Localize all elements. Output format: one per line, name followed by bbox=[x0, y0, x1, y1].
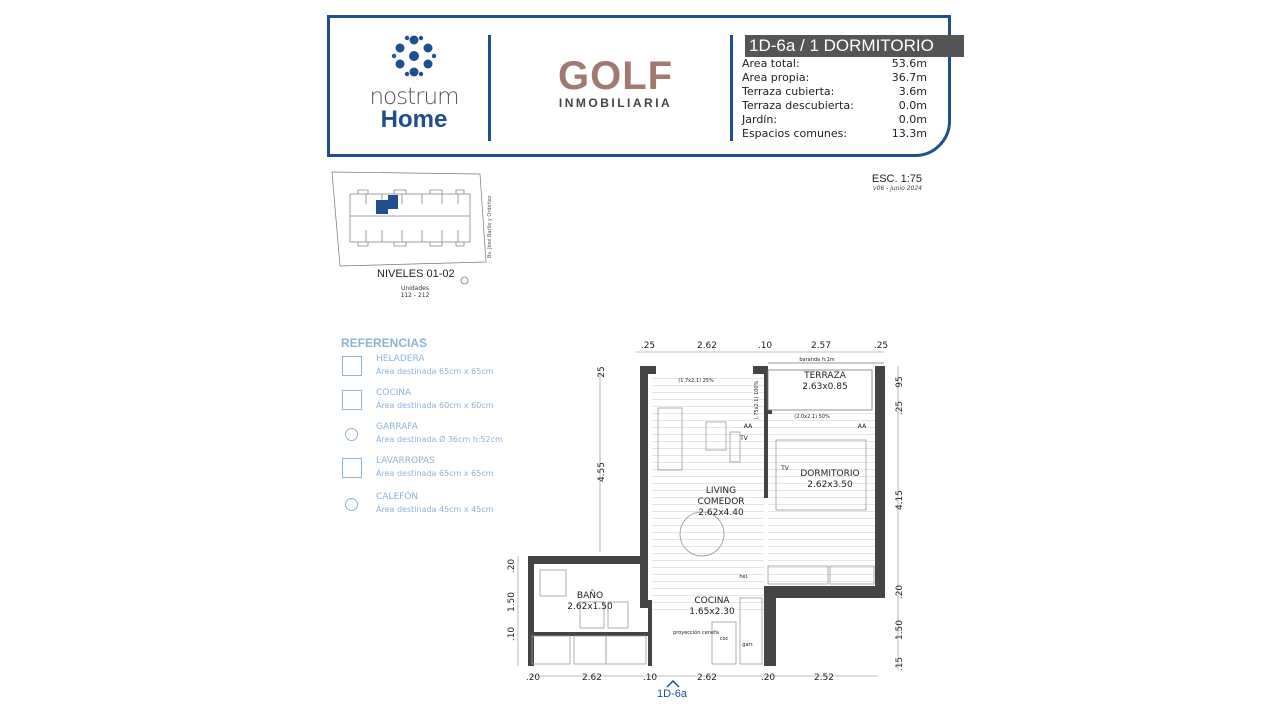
dimension-label: 25 bbox=[597, 366, 607, 378]
area-value: 0.0m bbox=[898, 99, 927, 112]
ref-cocina bbox=[341, 388, 521, 414]
ref-name: GARRAFA bbox=[376, 422, 418, 432]
room-name: DORMITORIO bbox=[800, 469, 860, 479]
area-row bbox=[742, 85, 927, 99]
header-frame bbox=[327, 15, 951, 157]
ref-calefon bbox=[341, 492, 521, 518]
golf-wordmark: GOLF bbox=[558, 54, 674, 98]
dimension-label: 95 bbox=[895, 376, 905, 388]
area-row bbox=[742, 99, 927, 113]
note-label: garr. bbox=[742, 642, 754, 648]
key-plan bbox=[330, 170, 500, 270]
dimension-label: .20 bbox=[760, 673, 776, 683]
area-value: 53.6m bbox=[891, 57, 927, 70]
references-legend bbox=[341, 336, 503, 514]
dimension-label: .15 bbox=[895, 656, 905, 672]
area-label: Espacios comunes: bbox=[742, 127, 848, 140]
area-value: 0.0m bbox=[898, 113, 927, 126]
unit-highlight bbox=[376, 200, 388, 214]
floor-plan bbox=[500, 330, 920, 690]
references-title: REFERENCIAS bbox=[341, 336, 428, 350]
note-label: AA bbox=[857, 423, 867, 430]
note-label: TV bbox=[740, 435, 748, 442]
ref-desc: Área destinada 45cm x 45cm bbox=[376, 505, 494, 514]
note-label: TV bbox=[781, 465, 789, 472]
inmobiliaria-wordmark: INMOBILIARIA bbox=[558, 96, 673, 110]
scale-label: ESC. 1:75 bbox=[871, 173, 922, 185]
note-label: (1.7x2.1) 25% bbox=[678, 378, 714, 384]
dimension-label: 4.15 bbox=[895, 489, 905, 511]
area-row bbox=[742, 57, 927, 71]
chevron-up-icon bbox=[666, 680, 680, 688]
home-wordmark: Home bbox=[380, 106, 448, 133]
room-name: COMEDOR bbox=[697, 497, 745, 507]
area-row bbox=[742, 127, 927, 141]
ref-desc: Área destinada 65cm x 65cm bbox=[376, 367, 494, 376]
room-name: LIVING bbox=[705, 486, 737, 496]
note-label: proyección cenefa bbox=[673, 630, 719, 636]
ref-name: COCINA bbox=[376, 388, 412, 398]
ref-lavarropas bbox=[341, 456, 521, 482]
area-label: Area total: bbox=[742, 57, 800, 70]
dimension-label: .25 bbox=[895, 400, 905, 416]
garrafa-icon bbox=[345, 428, 358, 441]
areas-table bbox=[742, 57, 927, 141]
dimension-label: 1.50 bbox=[895, 619, 905, 641]
dimension-label: 2.62 bbox=[696, 341, 718, 351]
dimension-label: .25 bbox=[873, 341, 889, 351]
ref-heladera bbox=[341, 354, 521, 380]
ref-desc: Área destinada 65cm x 65cm bbox=[376, 469, 494, 478]
niveles-label: NIVELES 01-02 bbox=[377, 268, 455, 280]
area-value: 13.3m bbox=[891, 127, 927, 140]
heladera-icon bbox=[342, 356, 362, 376]
cocina-icon bbox=[342, 390, 362, 410]
nostrum-wordmark: nostrum bbox=[369, 84, 459, 110]
unit-code-label: 1D-6a bbox=[657, 688, 687, 700]
unidades-label: Unidades bbox=[401, 285, 429, 292]
nostrum-home-logo bbox=[360, 34, 468, 134]
dimension-label: 4.55 bbox=[597, 461, 607, 483]
unidades-range: 112 - 212 bbox=[400, 292, 430, 299]
dimension-label: .20 bbox=[525, 673, 541, 683]
dimension-label: .20 bbox=[507, 558, 517, 574]
area-label: Area propia: bbox=[742, 71, 810, 84]
room-size: 1.65x2.30 bbox=[689, 607, 735, 617]
dimension-label: 2.57 bbox=[810, 341, 832, 351]
north-icon bbox=[460, 276, 469, 285]
area-label: Terraza descubierta: bbox=[742, 99, 854, 112]
dimension-label: .20 bbox=[895, 584, 905, 600]
unit-title: 1D-6a / 1 DORMITORIO bbox=[745, 35, 964, 57]
ref-name: CALEFÓN bbox=[376, 492, 419, 502]
room-size: 2.62x4.40 bbox=[698, 508, 744, 518]
area-row bbox=[742, 113, 927, 127]
area-value: 3.6m bbox=[898, 85, 927, 98]
room-size: 2.62x1.50 bbox=[567, 602, 613, 612]
calefon-icon bbox=[345, 498, 358, 511]
version-label: v06 - junio 2024 bbox=[873, 185, 922, 192]
area-label: Terraza cubierta: bbox=[742, 85, 835, 98]
note-label: (2.0x2.1) 50% bbox=[794, 414, 830, 420]
note-label: AA bbox=[743, 423, 753, 430]
ref-desc: Área destinada 60cm x 60cm bbox=[376, 401, 494, 410]
divider bbox=[488, 35, 491, 141]
ref-name: HELADERA bbox=[376, 354, 425, 364]
note-label: (.75x2.1) 100% bbox=[754, 380, 760, 420]
note-label: hel. bbox=[739, 574, 749, 580]
golf-logo bbox=[558, 54, 674, 110]
dimension-label: .25 bbox=[640, 341, 656, 351]
room-name: BAÑO bbox=[576, 591, 604, 601]
unidades-block bbox=[380, 285, 450, 299]
street-label: Bv. José Batlle y Ordóñez bbox=[487, 195, 493, 258]
area-value: 36.7m bbox=[891, 71, 927, 84]
note-label: coc bbox=[719, 636, 729, 642]
area-row bbox=[742, 71, 927, 85]
dimension-label: .10 bbox=[507, 626, 517, 642]
room-name: TERRAZA bbox=[804, 371, 846, 381]
room-size: 2.63x0.85 bbox=[802, 382, 848, 392]
ref-desc: Área destinada Ø 36cm h:52cm bbox=[376, 435, 503, 444]
ref-garrafa bbox=[341, 422, 521, 448]
scale-block bbox=[860, 173, 922, 192]
ref-name: LAVARROPAS bbox=[376, 456, 435, 466]
room-name: COCINA bbox=[694, 596, 730, 606]
area-label: Jardín: bbox=[742, 113, 778, 126]
lavarropas-icon bbox=[342, 458, 362, 478]
dimension-label: .10 bbox=[757, 341, 773, 351]
note-label: baranda h:1m bbox=[799, 357, 835, 363]
dimension-label: 1.50 bbox=[507, 591, 517, 613]
dimension-label: 2.62 bbox=[581, 673, 603, 683]
divider bbox=[730, 35, 733, 141]
room-size: 2.62x3.50 bbox=[807, 480, 853, 490]
dimension-label: 2.62 bbox=[696, 673, 718, 683]
dimension-label: 2.52 bbox=[813, 673, 835, 683]
dimension-label: .10 bbox=[642, 673, 658, 683]
nostrum-snowflake-icon bbox=[391, 34, 437, 78]
